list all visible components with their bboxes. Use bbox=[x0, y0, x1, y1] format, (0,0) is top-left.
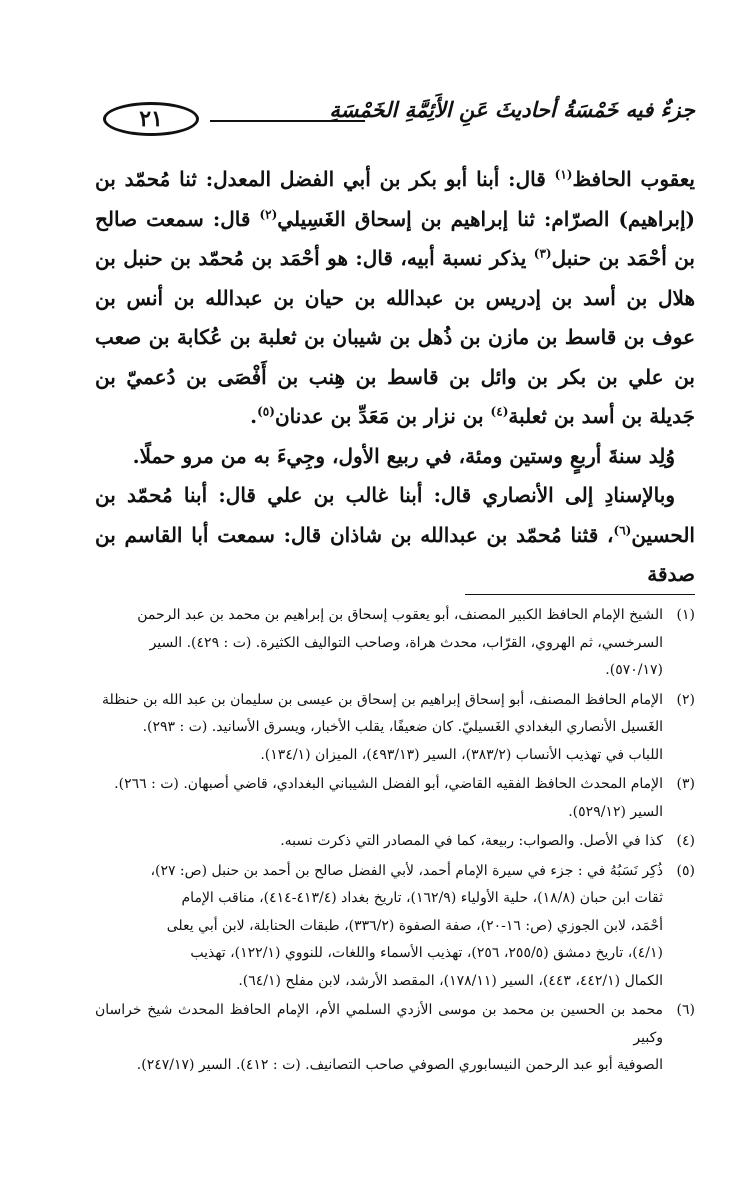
footnote-reference[interactable]: (٥) bbox=[257, 404, 275, 419]
paragraph-text: يعقوب الحافظ bbox=[572, 167, 695, 191]
footnote-text bbox=[95, 997, 663, 1080]
paragraph-text: يذكر نسبة أبيه، قال: هو أحْمَد بن مُحمّد بن حنبل بن هلال بن أسد بن إدريس بن عبدالله بن حيان بن عبدالله بن أنس بن عوف بن قاسط بن مازن بن ذُهل بن شيبان بن ثعلبة بن عُكابة بن صعب بن علي بن بكر بن وائل بن قاسط بن هِنب بن أَفْصَى بن دُعميّ بن جَديلة بن أسد بن ثعلبة bbox=[95, 246, 695, 428]
footnote bbox=[95, 858, 695, 996]
footnote bbox=[95, 771, 695, 826]
page-number bbox=[103, 102, 199, 136]
paragraph bbox=[95, 160, 695, 437]
header-rule bbox=[210, 120, 365, 122]
footnote-line: (٥٧٠/١٧). bbox=[605, 662, 663, 678]
paragraph bbox=[95, 476, 695, 595]
page-header bbox=[95, 95, 695, 145]
footnote-number: (٤) bbox=[676, 833, 695, 849]
footnote-number: (٥) bbox=[676, 862, 695, 879]
footnote-line: الإمام المحدث الحافظ الفقيه القاضي، أبو الفضل الشيباني البغدادي، قاضي أصبهان. (ت : ٢٦٦). bbox=[114, 776, 663, 792]
footnote bbox=[95, 602, 695, 685]
footnote bbox=[95, 828, 695, 856]
running-title: جزءٌ فيه خَمْسَةُ أحاديثَ عَنِ الأَئِمَّةِ الخَمْسَةِ bbox=[329, 97, 695, 122]
footnote-number: (٦) bbox=[676, 1002, 695, 1018]
page-number-label: ٢١ bbox=[139, 106, 163, 132]
footnote-line: الكمال (٤٤٢/١، ٤٤٣)، السير (١٧٨/١١)، المقصد الأرشد، لابن مفلح (٦٤/١). bbox=[238, 972, 663, 989]
paragraph-text: قال: أبنا أبو بكر بن أبي الفضل المعدل: ثنا مُحمّد بن (إبراهيم) الصرّام: ثنا إبراهيم بن إسحاق الغَسِيلي bbox=[95, 167, 695, 231]
footnote-reference[interactable]: (٣) bbox=[533, 246, 552, 261]
footnotes bbox=[95, 602, 695, 1082]
footnote-separator bbox=[465, 594, 695, 595]
footnote-line: أحْمَد، لابن الجوزي (ص: ١٦-٢٠)، صفة الصفوة (٣٣٦/٢)، طبقات الحنابلة، لابن أبي يعلى bbox=[166, 917, 663, 934]
paragraph-text: ، قثنا مُحمّد بن عبدالله بن شاذان قال: سمعت أبا القاسم بن صدقة bbox=[95, 522, 695, 586]
footnote bbox=[95, 997, 695, 1080]
footnote-line: ثقات ابن حبان (١٨/٨)، حلية الأولياء (١٦٢/٩)، تاريخ بغداد (٤١٣/٤-٤١٤)، مناقب الإمام bbox=[181, 890, 663, 906]
paragraph-text: قال: سمعت صالح بن أحْمَد بن حنبل bbox=[95, 206, 696, 270]
main-text bbox=[95, 160, 695, 595]
footnote-line: السير (٥٢٩/١٢). bbox=[568, 803, 663, 820]
footnote-reference[interactable]: (١) bbox=[554, 167, 573, 182]
paragraph-text: بن نزار بن مَعَدِّ بن عدنان bbox=[274, 404, 491, 428]
footnote-line: الشيخ الإمام الحافظ الكبير المصنف، أبو يعقوب إسحاق بن إبراهيم بن محمد بن عبد الرحمن bbox=[137, 607, 663, 623]
footnote-line: محمد بن الحسين بن محمد بن موسى الأزدي السلمي الأم، الإمام الحافظ المحدث شيخ خراسان وكبير bbox=[95, 1002, 663, 1046]
footnote-text bbox=[95, 858, 663, 996]
footnote-reference[interactable]: (٤) bbox=[490, 404, 509, 419]
footnote-line: الإمام الحافظ المصنف، أبو إسحاق إبراهيم بن إسحاق بن عيسى بن سليمان بن عبد الله بن حنظلة bbox=[102, 691, 663, 708]
footnote-text bbox=[95, 687, 663, 770]
footnote-line: الغَسيل الأنصاري البغدادي الغَسيليّ. كان ضعيفًا، يقلب الأخبار، ويسرق الأسانيد. (ت : ٢٩٣). bbox=[142, 719, 663, 735]
paragraph bbox=[95, 437, 695, 477]
footnote bbox=[95, 687, 695, 770]
footnote-number: (١) bbox=[676, 607, 695, 623]
footnote-reference[interactable]: (٢) bbox=[259, 206, 278, 221]
paragraph-text: . bbox=[250, 404, 258, 428]
footnote-number: (٢) bbox=[676, 691, 695, 708]
footnote-text bbox=[95, 828, 663, 856]
footnote-text bbox=[95, 602, 663, 685]
footnote-line: كذا في الأصل. والصواب: ربيعة، كما في المصادر التي ذكرت نسبه. bbox=[280, 833, 663, 849]
paragraph-text: وبالإسنادِ إلى الأنصاري قال: أبنا غالب بن علي قال: أبنا مُحمّد بن الحسين bbox=[95, 483, 695, 547]
footnote-number: (٣) bbox=[676, 776, 695, 792]
footnote-line: اللباب في تهذيب الأنساب (٣٨٣/٢)، السير (٤٩٣/١٣)، الميزان (١٣٤/١). bbox=[260, 746, 663, 763]
paragraph-text: وُلِد سنةَ أربعٍ وستين ومئة، في ربيع الأول، وجِيءَ به من مرو حملًا. bbox=[132, 443, 675, 468]
footnote-text bbox=[95, 771, 663, 826]
footnote-reference[interactable]: (٦) bbox=[613, 522, 632, 537]
footnote-line: الصوفية أبو عبد الرحمن النيسابوري الصوفي صاحب التصانيف. (ت : ٤١٢). السير (٢٤٧/١٧). bbox=[136, 1057, 663, 1073]
footnote-line: ذُكِر نَسَبُهُ في : جزء في سيرة الإمام أحمد، لأبي الفضل صالح بن أحمد بن حنبل (ص: ٢٧)، bbox=[150, 862, 663, 879]
footnote-line: السرخسي، ثم الهروي، القرّاب، محدث هراة، وصاحب التواليف الكثيرة. (ت : ٤٢٩). السير bbox=[149, 634, 663, 651]
footnote-line: (٤/١)، تاريخ دمشق (٢٥٥/٥، ٢٥٦)، تهذيب الأسماء واللغات، للنووي (١٢٢/١)، تهذيب bbox=[190, 945, 663, 961]
